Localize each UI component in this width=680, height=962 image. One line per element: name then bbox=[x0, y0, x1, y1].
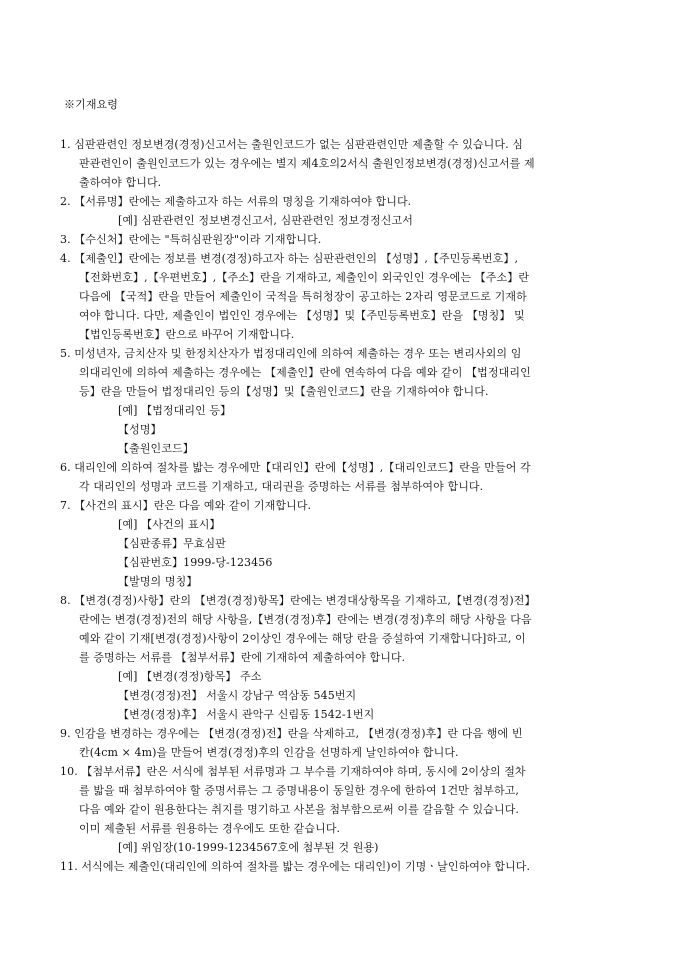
item-8-line-3: 예와 같이 기재[변경(경정)사항이 2이상인 경우에는 해당 란을 증설하여 기재합니다]하고, 이 bbox=[79, 632, 526, 645]
item-10-line-4: 이미 제출된 서류를 원용하는 경우에도 또한 같습니다. bbox=[79, 822, 341, 835]
item-4-line-3: 다음에 【국적】란을 만들어 제출인이 국적을 특허청장이 공고하는 2자리 영문코드로 기재하 bbox=[79, 290, 527, 303]
item-7-example-1: [예] 【사건의 표시】 bbox=[118, 518, 221, 531]
item-8-example-3: 【변경(경정)후】 서울시 관악구 신림동 1542-1번지 bbox=[118, 708, 375, 721]
item-8-example-1: [예] 【변경(경정)항목】 주소 bbox=[118, 670, 262, 683]
item-5-line-3: 등】란을 만들어 법정대리인 등의【성명】및【출원인코드】란을 기재하여야 합니다. bbox=[79, 385, 489, 398]
item-5-line-1: 5. 미성년자, 금치산자 및 한정치산자가 법정대리인에 의하여 제출하는 경우 또는 변리사외의 임 bbox=[60, 347, 522, 360]
item-5-line-2: 의대리인에 의하여 제출하는 경우에는 【제출인】란에 연속하여 다음 예와 같이 【법정대리인 bbox=[79, 366, 531, 379]
item-8-example-2: 【변경(경정)전】 서울시 강남구 역삼동 545번지 bbox=[118, 689, 357, 702]
item-7-example-4: 【발명의 명칭】 bbox=[118, 575, 198, 588]
item-8-line-1: 8. 【변경(경정)사항】란의 【변경(경정)항목】란에는 변경대상항목을 기재하고,【변경(경정)전】 bbox=[60, 594, 536, 607]
item-1-line-2: 판관련인이 출원인코드가 있는 경우에는 별지 제4호의2서식 출원인정보변경(경정)신고서를 제 bbox=[79, 157, 535, 170]
item-10-line-1: 10. 【첨부서류】란은 서식에 첨부된 서류명과 그 부수를 기재하여야 하며, 동시에 2이상의 절차 bbox=[60, 765, 526, 778]
item-9-line-2: 칸(4cm × 4m)을 만들어 변경(경정)후의 인감을 선명하게 날인하여야 합니다. bbox=[79, 746, 459, 759]
item-4-line-1: 4. 【제출인】란에는 정보를 변경(경정)하고자 하는 심판관련인의 【성명】,【주민등록번호】, bbox=[60, 252, 519, 265]
item-5-example-2: 【성명】 bbox=[118, 423, 162, 436]
item-4-line-5: 【법인등록번호】란으로 바꾸어 기재합니다. bbox=[79, 328, 295, 341]
item-10-line-2: 를 밟을 때 첨부하여야 할 증명서류는 그 증명내용이 동일한 경우에 한하여 1건만 첨부하고, bbox=[79, 784, 519, 797]
item-5-example-3: 【출원인코드】 bbox=[118, 442, 194, 455]
item-8-line-2: 란에는 변경(경정)전의 해당 사항을,【변경(경정)후】란에는 변경(경정)후의 해당 사항을 다음 bbox=[79, 613, 532, 626]
item-6-line-1: 6. 대리인에 의하여 절차를 밟는 경우에만【대리인】란에【성명】,【대리인코드】란을 만들어 각 bbox=[60, 461, 531, 474]
instructions-heading: ※기재요령 bbox=[64, 98, 119, 111]
item-8-line-4: 를 증명하는 서류를 【첨부서류】란에 기재하여 제출하여야 합니다. bbox=[79, 651, 406, 664]
item-7-example-2: 【심판종류】무효심판 bbox=[118, 537, 227, 550]
item-10-line-3: 다음 예와 같이 원용한다는 취지를 명기하고 사본을 첨부함으로써 이를 갈음할 수 있습니다. bbox=[79, 803, 520, 816]
item-2-line-1: 2. 【서류명】란에는 제출하고자 하는 서류의 명칭을 기재하여야 합니다. bbox=[60, 195, 412, 208]
item-1-line-1: 1. 심판관련인 정보변경(경정)신고서는 출원인코드가 없는 심판관련인만 제출할 수 있습니다. 심 bbox=[60, 138, 524, 151]
item-11-line-1: 11. 서식에는 제출인(대리인에 의하여 절차를 밟는 경우에는 대리인)이 기명ㆍ날인하여야 합니다. bbox=[60, 860, 531, 873]
item-4-line-4: 여야 합니다. 다만, 제출인이 법인인 경우에는 【성명】및【주민등록번호】란을 【명칭】 및 bbox=[79, 309, 525, 322]
item-6-line-2: 각 대리인의 성명과 코드를 기재하고, 대리권을 증명하는 서류를 첨부하여야 합니다. bbox=[79, 480, 484, 493]
item-7-line-1: 7. 【사건의 표시】란은 다음 예와 같이 기재합니다. bbox=[60, 499, 312, 512]
item-7-example-3: 【심판번호】1999-당-123456 bbox=[118, 556, 273, 569]
item-1-line-3: 출하여야 합니다. bbox=[79, 176, 162, 189]
item-10-example: [예] 위임장(10-1999-1234567호에 첨부된 것 원용) bbox=[118, 841, 379, 854]
item-9-line-1: 9. 인감을 변경하는 경우에는 【변경(경정)전】란을 삭제하고, 【변경(경정)후】란 다음 행에 빈 bbox=[60, 727, 523, 740]
item-4-line-2: 【전화번호】,【우편번호】,【주소】란을 기재하고, 제출인이 외국인인 경우에는 【주소】란 bbox=[79, 271, 530, 284]
item-5-example-1: [예] 【법정대리인 등】 bbox=[118, 404, 232, 417]
item-2-example: [예] 심판관련인 정보변경신고서, 심판관련인 정보경정신고서 bbox=[118, 214, 413, 227]
item-3-line-1: 3. 【수신처】란에는 "특허심판원장"이라 기재합니다. bbox=[60, 233, 322, 246]
